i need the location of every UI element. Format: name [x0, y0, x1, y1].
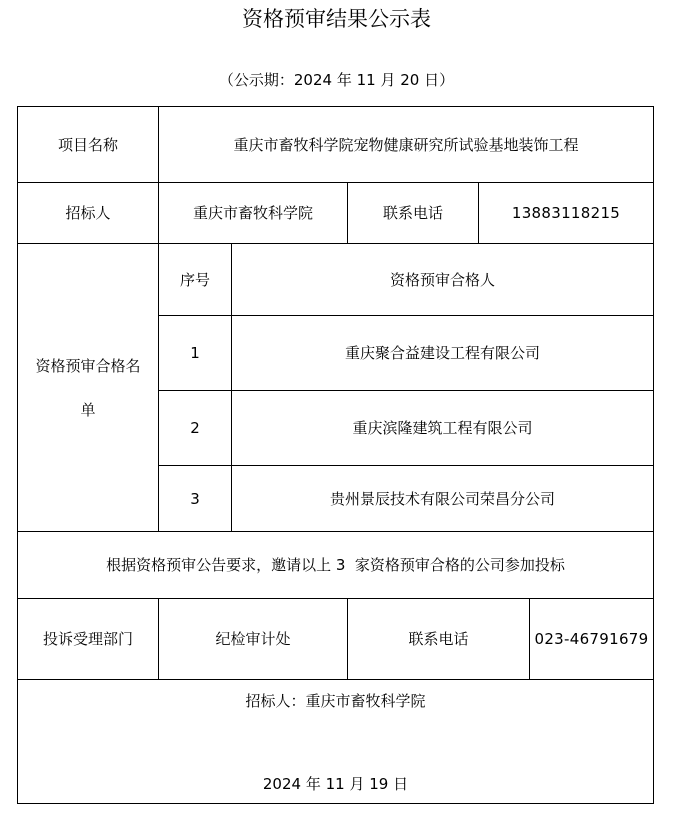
project-name-value: 重庆市畜牧科学院宠物健康研究所试验基地装饰工程 — [233, 135, 579, 154]
complaint-dept-value: 纪检审计处 — [215, 630, 291, 648]
qualified-seq: 1 — [190, 344, 200, 362]
publicity-period: （公示期：2024 年 11 月 20 日） — [218, 71, 455, 89]
complaint-phone-label: 联系电话 — [408, 630, 469, 648]
qualified-header: 资格预审合格人 — [389, 270, 495, 289]
complaint-phone-value: 023-46791679 — [534, 630, 649, 648]
qualified-list-label — [18, 244, 158, 531]
contact-phone-label: 联系电话 — [382, 204, 443, 222]
qualified-company: 重庆聚合益建设工程有限公司 — [344, 344, 540, 362]
contact-phone-value: 13883118215 — [511, 204, 621, 222]
signature-tenderer: 招标人：重庆市畜牧科学院 — [245, 692, 426, 710]
page-title: 资格预审结果公示表 — [242, 7, 431, 31]
signature-date: 2024 年 11 月 19 日 — [262, 775, 409, 793]
qualified-seq: 2 — [190, 419, 200, 437]
invitation-text: 根据资格预审公告要求，邀请以上 3 家资格预审合格的公司参加投标 — [106, 556, 565, 574]
tenderer-value: 重庆市畜牧科学院 — [192, 204, 313, 222]
tenderer-label: 招标人 — [65, 204, 111, 222]
row-divider — [17, 679, 654, 680]
qualified-seq: 3 — [190, 489, 200, 508]
qualified-company: 重庆滨隆建筑工程有限公司 — [352, 419, 533, 437]
qualified-list-label-line1: 资格预审合格名 — [35, 356, 141, 375]
seq-header: 序号 — [179, 270, 210, 289]
qualified-list-label-line2: 单 — [80, 400, 96, 419]
complaint-dept-label: 投诉受理部门 — [42, 630, 133, 648]
project-name-label: 项目名称 — [57, 135, 118, 154]
qualified-company: 贵州景辰技术有限公司荣昌分公司 — [329, 489, 555, 508]
